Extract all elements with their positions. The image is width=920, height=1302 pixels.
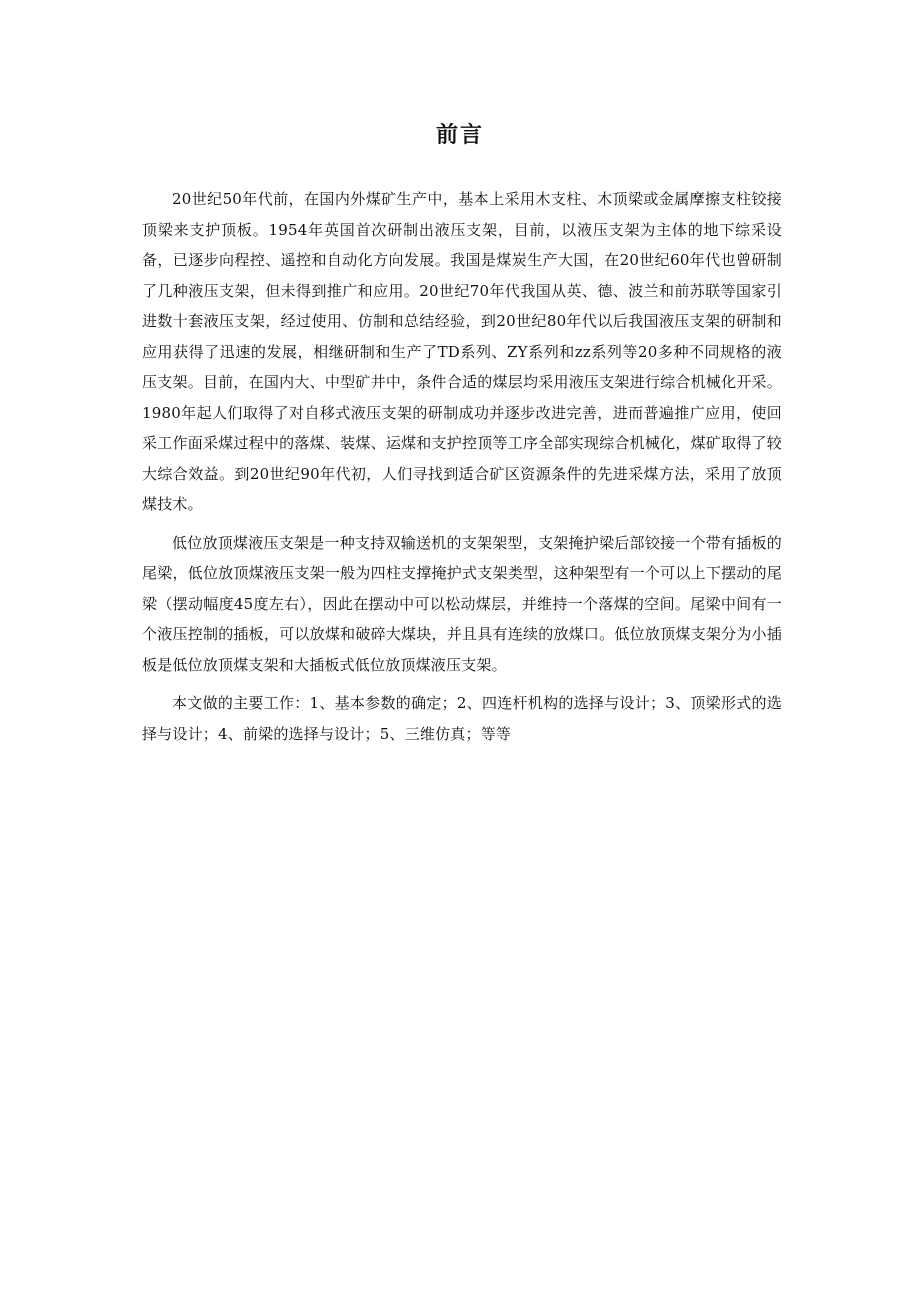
document-body (142, 184, 782, 757)
page-title: 前言 (435, 123, 484, 148)
paragraph-history: 20世纪50年代前，在国内外煤矿生产中，基本上采用木支柱、木顶梁或金属摩擦支柱铰接顶梁来支护顶板。1954年英国首次研制出液压支架，目前，以液压支架为主体的地下综采设备，已逐步向程控、遥控和自动化方向发展。我国是煤炭生产大国，在20世纪60年代也曾研制了几种液压支架，但未得到推广和应用。20世纪70年代我国从英、德、波兰和前苏联等国家引进数十套液压支架，经过使用、仿制和总结经验，到20世纪80年代以后我国液压支架的研制和应用获得了迅速的发展，相继研制和生产了TD系列、ZY系列和zz系列等20多种不同规格的液压支架。目前，在国内大、中型矿井中，条件合适的煤层均采用液压支架进行综合机械化开采。1980年起人们取得了对自移式液压支架的研制成功并逐步改进完善，进而普遍推广应用，使回采工作面采煤过程中的落煤、装煤、运煤和支护控顶等工序全部实现综合机械化，煤矿取得了较大综合效益。到20世纪90年代初，人们寻找到适合矿区资源条件的先进采煤方法，采用了放顶煤技术。 (142, 190, 782, 513)
paragraph-low-level-support: 低位放顶煤液压支架是一种支持双输送机的支架架型，支架掩护梁后部铰接一个带有插板的尾梁，低位放顶煤液压支架一般为四柱支撑掩护式支架类型，这种架型有一个可以上下摆动的尾梁（摆动幅度45度左右），因此在摆动中可以松动煤层，并维持一个落煤的空间。尾梁中间有一个液压控制的插板，可以放煤和破碎大煤块，并且具有连续的放煤口。低位放顶煤支架分为小插板是低位放顶煤支架和大插板式低位放顶煤液压支架。 (142, 533, 782, 674)
paragraph-main-work: 本文做的主要工作：1、基本参数的确定；2、四连杆机构的选择与设计；3、顶梁形式的选择与设计；4、前梁的选择与设计；5、三维仿真；等等 (142, 694, 782, 743)
